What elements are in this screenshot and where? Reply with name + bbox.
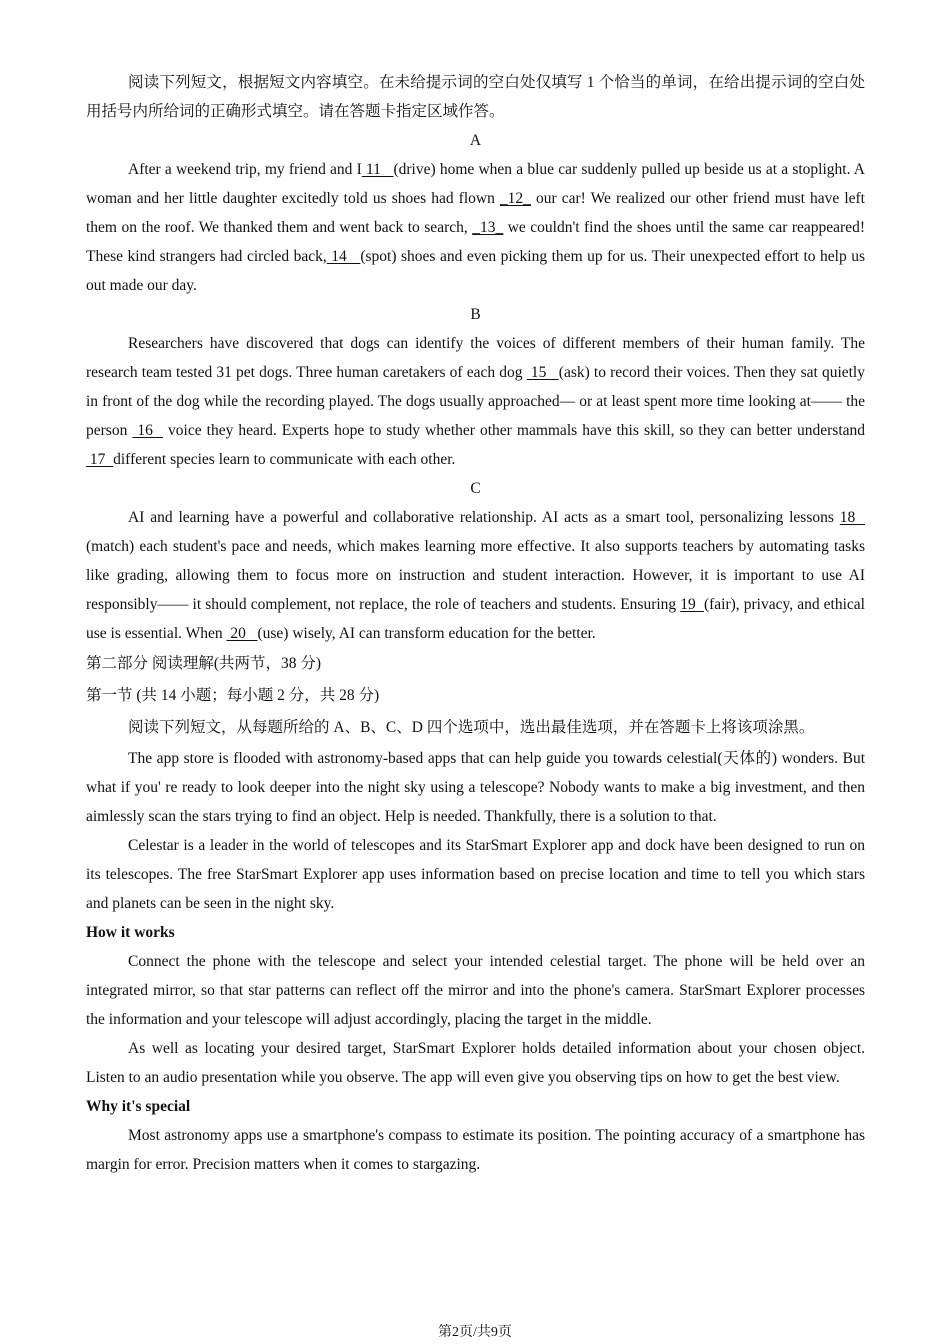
blank-19[interactable]: 19 — [680, 596, 704, 613]
section-one-title: 第一节 (共 14 小题；每小题 2 分，共 28 分) — [86, 687, 380, 704]
blank-16[interactable]: 16 — [132, 422, 164, 439]
page-number: 第2页/共9页 — [438, 1325, 512, 1340]
blank-15[interactable]: 15 — [526, 364, 559, 381]
heading-why-special: Why it's special — [86, 1098, 191, 1115]
blank-13[interactable]: _13_ — [472, 219, 504, 236]
blank-18[interactable]: 18 — [839, 509, 866, 526]
passage-a-label: A — [469, 132, 482, 149]
blank-11[interactable]: 11 — [361, 161, 394, 178]
heading-how-it-works: How it works — [86, 924, 175, 941]
passage-b-label: B — [470, 306, 481, 323]
passage-c-text: AI and learning have a powerful and collaborative relationship. AI acts as a smart tool, personalizing lessons 18 (match) each student's pace and needs, which makes learning more effective. It also supports teachers by automating tasks like grading, allowing them to focus more on instruction and student interaction. However, it is important to use AI responsibly—— it should complement, not replace, the role of teachers and students. Ensuring 19 (fair), privacy, and ethical use is essential. When 20 (use) wisely, AI can transform education for the better. — [86, 509, 866, 642]
article-paragraph-2: Celestar is a leader in the world of telescopes and its StarSmart Explorer app and dock have been designed to run on its telescopes. The free StarSmart Explorer app uses information based on precise location and time to tell you which stars and planets can be seen in the night sky. — [86, 837, 865, 912]
cloze-instructions: 阅读下列短文，根据短文内容填空。在未给提示词的空白处仅填写 1 个恰当的单词，在给出提示词的空白处用括号内所给词的正确形式填空。请在答题卡指定区域作答。 — [86, 74, 865, 120]
reading-instructions: 阅读下列短文，从每题所给的 A、B、C、D 四个选项中，选出最佳选项，并在答题卡上将该项涂黑。 — [128, 719, 815, 736]
article-paragraph-5: Most astronomy apps use a smartphone's compass to estimate its position. The pointing accuracy of a smartphone has margin for error. Precision matters when it comes to stargazing. — [86, 1127, 865, 1173]
part-two-title: 第二部分 阅读理解(共两节，38 分) — [86, 655, 322, 672]
passage-b-text: Researchers have discovered that dogs can identify the voices of different members of their human family. The research team tested 31 pet dogs. Three human caretakers of each dog 15 (ask) to record their voices. Then they sat quietly in front of the dog while the recording played. The dogs usually approached— or at least spent more time looking at—— the person 16 voice they heard. Experts hope to study whether other mammals have this skill, so they can better understand 17 different species learn to communicate with each other. — [86, 335, 866, 468]
article-paragraph-3: Connect the phone with the telescope and select your intended celestial target. The phone will be held over an integrated mirror, so that star patterns can reflect off the mirror and into the phone's camera. StarSmart Explorer processes the information and your telescope will adjust accordingly, placing the target in the middle. — [86, 953, 865, 1028]
article-paragraph-1: The app store is flooded with astronomy-based apps that can help guide you towards celestial(天体的) wonders. But what if you' re ready to look deeper into the night sky using a telescope? Nobody wants to make a big investment, and then aimlessly scan the stars trying to find an object. Help is needed. Thankfully, there is a solution to that. — [86, 750, 865, 825]
blank-20[interactable]: 20 — [226, 625, 258, 642]
blank-17[interactable]: 17 — [86, 451, 114, 468]
blank-12[interactable]: _12_ — [499, 190, 531, 207]
blank-14[interactable]: 14 — [326, 248, 361, 265]
passage-c-label: C — [470, 480, 481, 497]
article-paragraph-4: As well as locating your desired target, StarSmart Explorer holds detailed information about your chosen object. Listen to an audio presentation while you observe. The app will even give you observing tips on how to get the best view. — [86, 1040, 865, 1086]
page-content — [86, 68, 865, 1179]
passage-a-text: After a weekend trip, my friend and I 11 (drive) home when a blue car suddenly pulled up beside us at a stoplight. A woman and her little daughter excitedly told us shoes had flown _12_ our car! We realized our other friend must have left them on the roof. We thanked them and went back to search, _13_ we couldn't find the shoes until the same car reappeared! These kind strangers had circled back, 14 (spot) shoes and even picking them up for us. Their unexpected effort to help us out made our day. — [86, 161, 865, 294]
